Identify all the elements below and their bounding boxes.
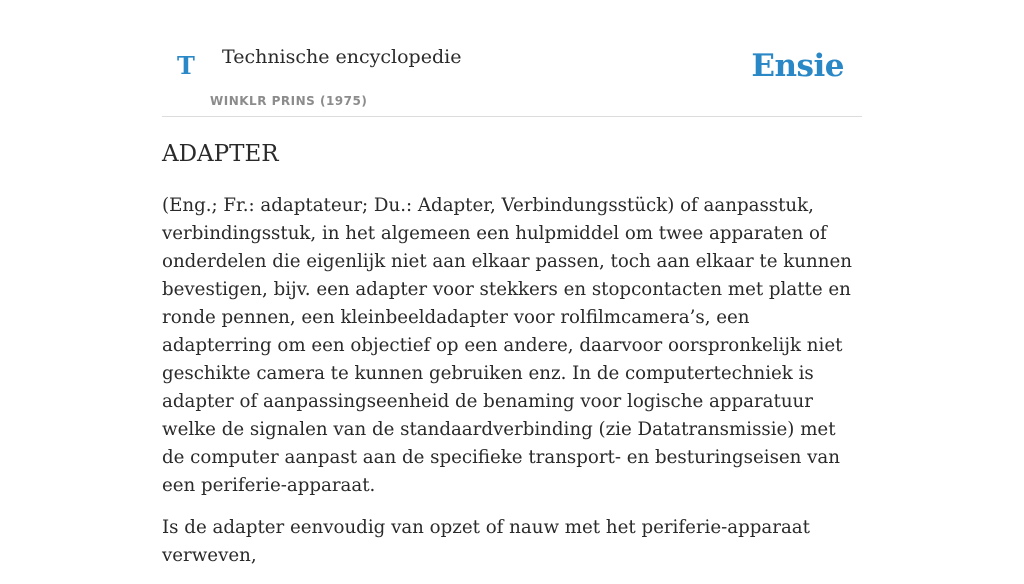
entry-title: ADAPTER xyxy=(162,141,279,167)
header xyxy=(162,0,862,117)
book-source: WINKLR PRINS (1975) xyxy=(210,94,368,108)
entry-content xyxy=(162,192,862,584)
book-title-link[interactable]: Technische encyclopedie xyxy=(222,46,462,68)
book-logo-icon[interactable]: T xyxy=(177,51,195,80)
entry-paragraph: (Eng.; Fr.: adaptateur; Du.: Adapter, Verbindungsstück) of aanpasstuk, verbindingsstuk, in het algemeen een hulpmiddel om twee apparaten of onderdelen die eigenlijk niet aan elkaar passen, toch aan elkaar te kunnen bevestigen, bijv. een adapter voor stekkers en stopcontacten met platte en ronde pennen, een kleinbeeldadapter voor rolfilmcamera’s, een adapterring om een objectief op een andere, daarvoor oorspronkelijk niet geschikte camera te kunnen gebruiken enz. In de computertechniek is adapter of aanpassingseenheid de benaming voor logische apparatuur welke de signalen van de standaardverbinding (zie Datatransmissie) met de computer aanpast aan de specifieke transport- en besturingseisen van een periferie-apparaat. xyxy=(162,195,852,496)
ensie-logo[interactable]: Ensie xyxy=(751,48,844,84)
entry-paragraph: Is de adapter eenvoudig van opzet of nauw met het periferie-apparaat verweven, xyxy=(162,517,810,566)
